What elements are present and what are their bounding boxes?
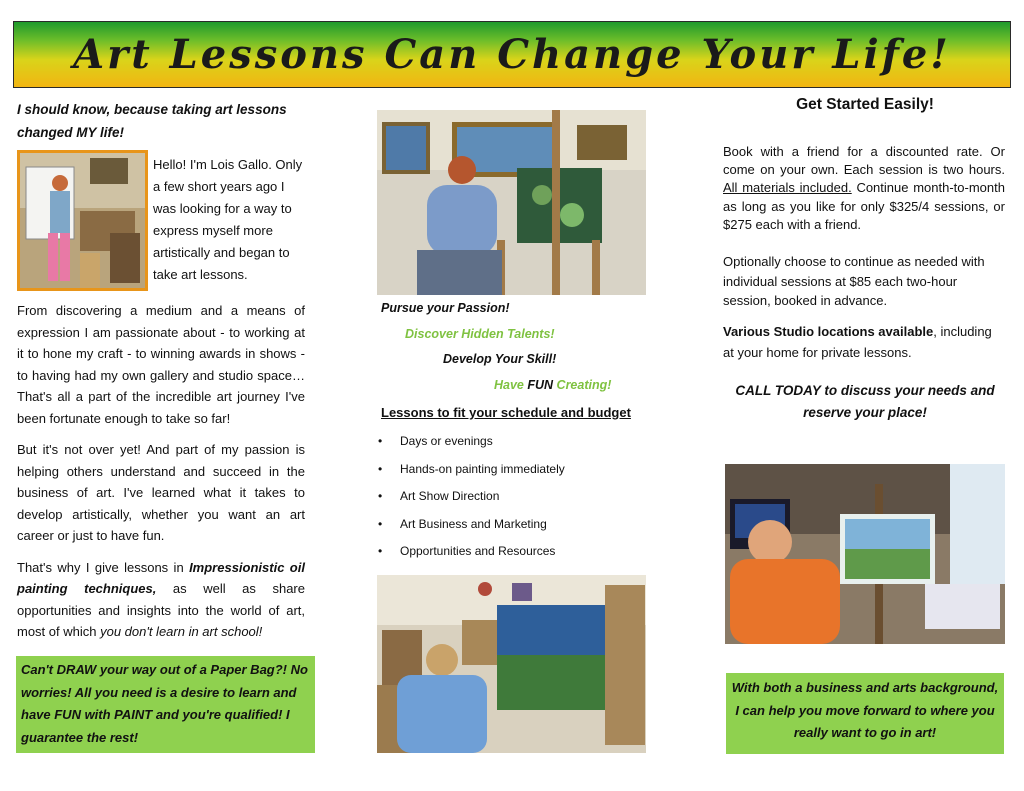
materials-included: All materials included.	[723, 180, 852, 196]
paragraph-lessons	[17, 557, 305, 643]
tagline-fun-lead: Have	[494, 377, 528, 392]
pricing-paragraph	[723, 143, 1005, 234]
pricing-tail: Continue month-to-month as long as you like for only $325/4 sessions, or $275 each with a friend.	[723, 180, 1005, 232]
call-to-action: CALL TODAY to discuss your needs and reserve your place!	[735, 383, 995, 420]
list-item: • Hands-on painting immediately	[378, 458, 565, 486]
taglines	[381, 296, 641, 398]
lessons-list	[378, 430, 565, 568]
title-banner	[13, 21, 1011, 88]
paper-bag-callout: Can't DRAW your way out of a Paper Bag?! No worries! All you need is a desire to learn and have FUN with PAINT and you're qualified! I guarantee the rest!	[16, 656, 315, 753]
tagline-fun-word: FUN	[527, 377, 554, 392]
paragraph-passion: But it's not over yet! And part of my passion is helping others understand and succeed in the business of art. I've learned what it takes to develop artistically, whether you want an art career or just to have fun.	[17, 442, 305, 543]
tagline-fun	[381, 373, 641, 399]
locations-rest: , including at your home for private lessons.	[723, 323, 992, 360]
instructor-painting-photo	[725, 464, 1005, 644]
business-arts-callout: With both a business and arts background, I can help you move forward to where you really want to go in art!	[726, 673, 1004, 754]
locations-paragraph	[723, 321, 1005, 363]
lessons-lead-text: That's why I give lessons in	[17, 559, 190, 575]
get-started-heading: Get Started Easily!	[796, 96, 934, 113]
lessons-heading: Lessons to fit your schedule and budget	[381, 405, 631, 420]
tagline-fun-tail: Creating!	[553, 377, 612, 392]
tagline-skill: Develop Your Skill!	[443, 352, 557, 366]
locations-emphasis: Various Studio locations available	[723, 323, 934, 339]
list-item: • Art Show Direction	[378, 485, 565, 513]
tagline-passion: Pursue your Passion!	[381, 301, 510, 315]
list-item: • Days or evenings	[378, 430, 565, 458]
individual-sessions-paragraph: Optionally choose to continue as needed with individual sessions at $85 each two-hour session, booked in advance.	[723, 254, 985, 309]
painting-lilypads-photo	[377, 110, 646, 295]
intro-heading: I should know, because taking art lessons changed MY life!	[17, 102, 287, 140]
banner-title: Art Lessons Can Change Your Life!	[73, 31, 951, 78]
intro-block	[17, 150, 305, 290]
art-school-emphasis: you don't learn in art school!	[100, 624, 263, 639]
right-column	[723, 143, 1005, 363]
artist-photo	[17, 150, 148, 291]
left-column	[17, 98, 305, 643]
list-item: • Art Business and Marketing	[378, 513, 565, 541]
paragraph-journey: From discovering a medium and a means of expression I am passionate about - to working at it to hone my craft - to winning awards in shows - to having had my own gallery and studio space… That's all a part of the incredible art journey I've been fortunate enough to take so far!	[17, 303, 305, 426]
pricing-lead: Book with a friend for a discounted rate. Or come on your own. Each session is two hours.	[723, 144, 1005, 178]
tagline-talents: Discover Hidden Talents!	[405, 326, 555, 341]
student-painting-photo	[377, 575, 646, 753]
technique-emphasis: Impressionistic oil painting techniques,	[17, 559, 305, 596]
list-item: • Opportunities and Resources	[378, 540, 565, 568]
intro-text: Hello! I'm Lois Gallo. Only a few short years ago I was looking for a way to express myself more artistically and began to take art lessons.	[153, 157, 303, 282]
lessons-mid-text: as well as share opportunities and insights into the world of art, most of which	[17, 581, 305, 639]
